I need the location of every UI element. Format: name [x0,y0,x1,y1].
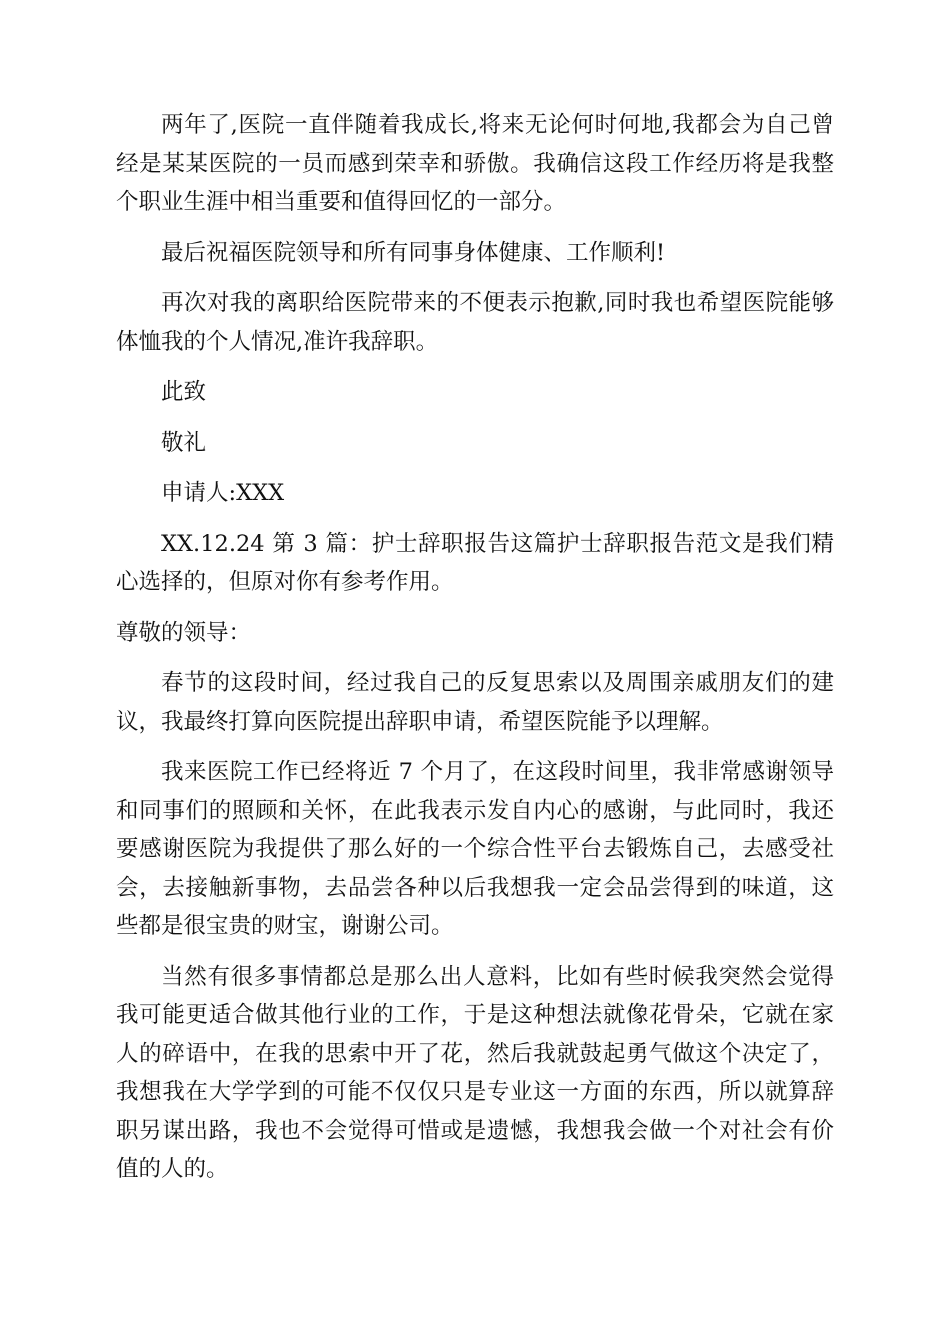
paragraph-gratitude: 两年了,医院一直伴随着我成长,将来无论何时何地,我都会为自己曾经是某某医院的一员而感到荣幸和骄傲。我确信这段工作经历将是我整个职业生涯中相当重要和值得回忆的一部分。 [116,112,834,215]
closing-salutation: 此致 [161,379,207,405]
letter-greeting: 尊敬的领导： [116,619,252,646]
closing-regards: 敬礼 [161,429,207,456]
applicant-signature: 申请人:XXX [161,480,285,506]
paragraph-blessing: 最后祝福医院领导和所有同事身体健康、工作顺利! [161,239,666,266]
paragraph-reflection: 当然有很多事情都总是那么出人意料，比如有些时候我突然会觉得我可能更适合做其他行业的工作，于是这种想法就像花骨朵，它就在家人的碎语中，在我的思索中开了花，然后我就鼓起勇气做这个决定了，我想我在大学学到的可能不仅仅只是专业这一方面的东西，所以就算辞职另谋出路，我也不会觉得可惜或是遗憾，我想我会做一个对社会有价值的人的。 [116,963,834,1182]
date-and-section-heading: XX.12.24 第 3 篇：护士辞职报告这篇护士辞职报告范文是我们精心选择的，但原对你有参考作用。 [116,530,834,595]
paragraph-apology: 再次对我的离职给医院带来的不便表示抱歉,同时我也希望医院能够体恤我的个人情况,准许我辞职。 [116,290,834,355]
paragraph-decision: 春节的这段时间，经过我自己的反复思索以及周围亲戚朋友们的建议，我最终打算向医院提出辞职申请，希望医院能予以理解。 [116,670,834,735]
paragraph-thanks: 我来医院工作已经将近 7 个月了，在这段时间里，我非常感谢领导和同事们的照顾和关怀，在此我表示发自内心的感谢，与此同时，我还要感谢医院为我提供了那么好的一个综合性平台去锻炼自己，去感受社会，去接触新事物，去品尝各种以后我想我一定会品尝得到的味道，这些都是很宝贵的财宝，谢谢公司。 [116,759,834,939]
document-body [116,106,834,1201]
